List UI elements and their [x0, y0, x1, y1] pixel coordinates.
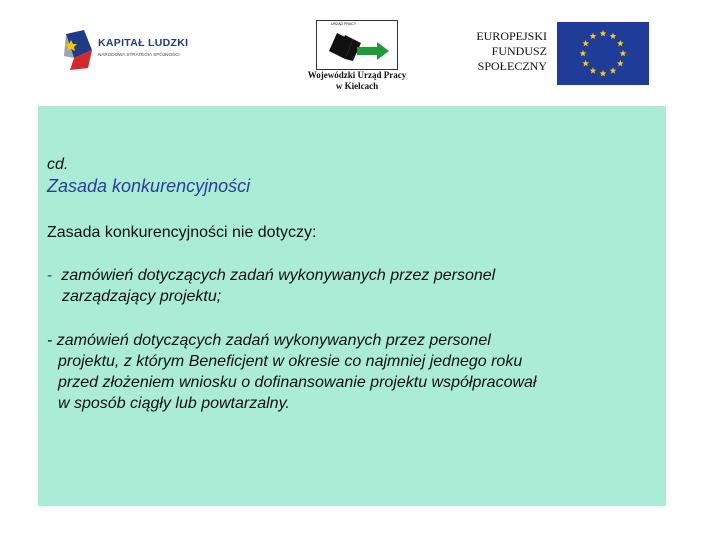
list-item [47, 265, 607, 307]
list-dash: - [47, 267, 53, 284]
item2-line3: przed złożeniem wniosku o dofinansowanie projektu współpracował [58, 374, 537, 391]
item1-line2: zarządzający projektu; [62, 288, 222, 305]
efs-label [440, 29, 547, 74]
wup-caption [290, 70, 424, 92]
wup-caption-line1: Wojewódzki Urząd Pracy [307, 70, 407, 80]
efs-line3: SPOŁECZNY [477, 59, 547, 73]
item1-line1: zamówień dotyczących zadań wykonywanych przez personel [61, 267, 496, 284]
wup-caption-line2: w Kielcach [335, 81, 379, 91]
efs-line2: FUNDUSZ [491, 44, 547, 58]
item2-line2: projektu, z którym Beneficjent w okresie co najmniej jednego roku [58, 353, 523, 370]
kapital-ludzki-subtitle: NARODOWA STRATEGIA SPÓJNOŚCI [98, 52, 180, 57]
kapital-ludzki-logo [62, 28, 190, 72]
kapital-ludzki-title: KAPITAŁ LUDZKI [98, 37, 189, 49]
kapital-ludzki-emblem-icon [62, 28, 98, 72]
list-item [47, 330, 627, 414]
slide-heading: Zasada konkurencyjności [47, 176, 251, 196]
item2-line1: - zamówień dotyczących zadań wykonywanych przez personel [47, 332, 491, 349]
wup-logo-text: URZĄD PRACY [331, 22, 357, 26]
item2-line4: w sposób ciągły lub powtarzalny. [58, 395, 290, 412]
eu-flag-icon [557, 22, 649, 85]
wup-logo [316, 20, 398, 70]
content-panel [38, 106, 666, 506]
continuation-label: cd. [47, 156, 69, 173]
intro-text: Zasada konkurencyjności nie dotyczy: [47, 224, 317, 241]
wup-cards-arrow-icon [317, 21, 397, 69]
efs-line1: EUROPEJSKI [476, 29, 547, 43]
